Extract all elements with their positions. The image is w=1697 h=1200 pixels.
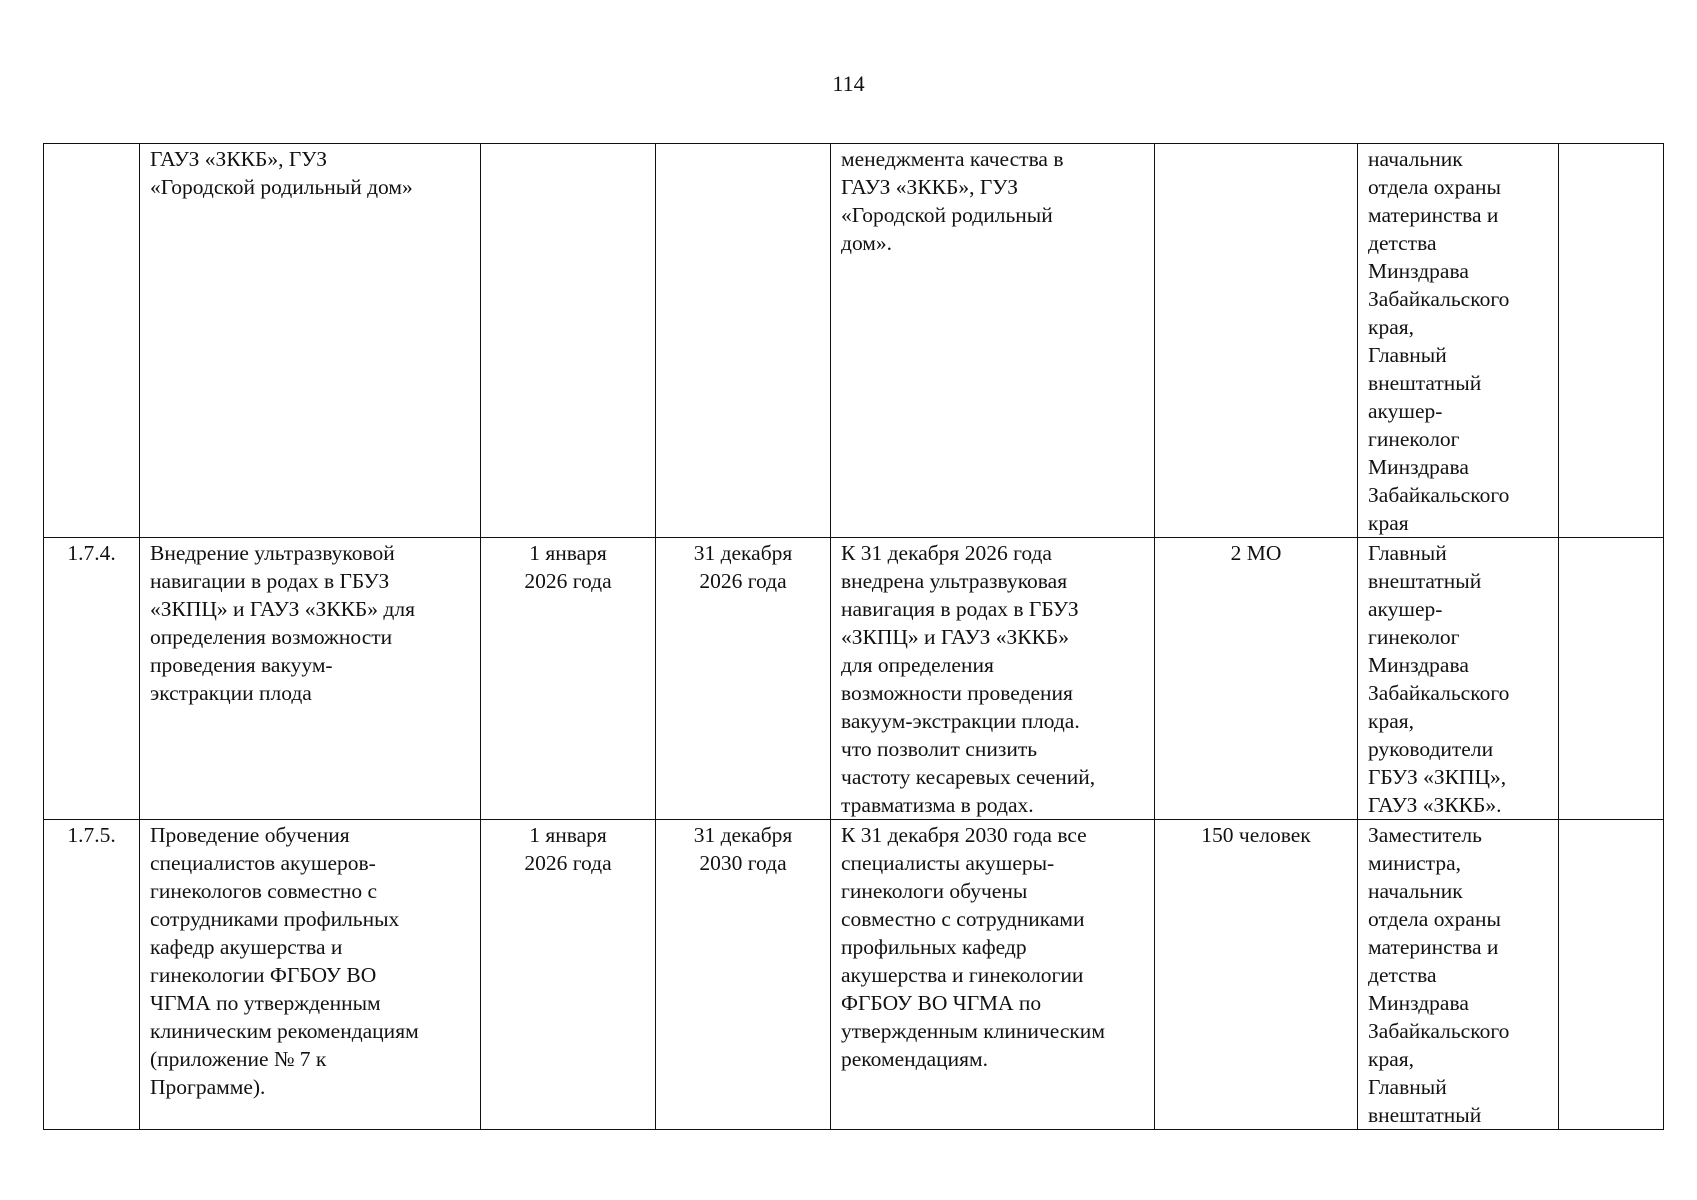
- cell-start-date: [481, 144, 656, 538]
- cell-line: Минздрава: [1368, 653, 1469, 677]
- cell-number: 1.7.4.: [44, 538, 140, 820]
- cell-line: утвержденным клиническим: [841, 1019, 1105, 1043]
- page-number: 114: [832, 71, 865, 96]
- cell-responsible: [1358, 144, 1559, 538]
- cell-line: специалистов акушеров-: [150, 851, 376, 875]
- activity-plan-table: [43, 143, 1664, 1130]
- cell-line: 31 декабря: [693, 823, 793, 847]
- cell-line: Заместитель: [1368, 823, 1482, 847]
- cell-indicator: [1155, 820, 1358, 1130]
- cell-line: частоту кесаревых сечений,: [841, 765, 1096, 789]
- cell-line: внештатный: [1368, 1103, 1482, 1127]
- cell-line: профильных кафедр: [841, 935, 1027, 959]
- cell-line: Минздрава: [1368, 991, 1469, 1015]
- cell-event: [140, 538, 481, 820]
- cell-line: клиническим рекомендациям: [150, 1019, 419, 1043]
- cell-result: [831, 538, 1155, 820]
- cell-line: «Городской родильный: [841, 203, 1053, 227]
- table-body: [44, 144, 1664, 1130]
- cell-line: 150 человек: [1201, 823, 1311, 847]
- cell-line: гинекологов совместно с: [150, 879, 378, 903]
- cell-line: материнства и: [1368, 203, 1499, 227]
- cell-line: Внедрение ультразвуковой: [150, 541, 395, 565]
- cell-line: 2 МО: [1230, 541, 1282, 565]
- cell-number: [44, 144, 140, 538]
- cell-line: навигация в родах в ГБУЗ: [841, 597, 1079, 621]
- cell-note: [1559, 538, 1664, 820]
- cell-line: К 31 декабря 2030 года все: [841, 823, 1087, 847]
- cell-line: края,: [1368, 315, 1415, 339]
- cell-line: проведения вакуум-: [150, 653, 333, 677]
- cell-line: министра,: [1368, 851, 1461, 875]
- cell-line: внештатный: [1368, 371, 1482, 395]
- cell-start-date: [481, 820, 656, 1130]
- cell-line: Главный: [1368, 1075, 1447, 1099]
- cell-result: [831, 820, 1155, 1130]
- cell-line: акушерства и гинекологии: [841, 963, 1084, 987]
- cell-line: Забайкальского: [1368, 287, 1510, 311]
- cell-line: Проведение обучения: [150, 823, 350, 847]
- table-row: [44, 538, 1664, 820]
- cell-line: края: [1368, 511, 1409, 535]
- cell-responsible: [1358, 820, 1559, 1130]
- cell-line: «Городской родильный дом»: [150, 175, 413, 199]
- table-row: [44, 820, 1664, 1130]
- cell-end-date: [656, 820, 831, 1130]
- cell-result: [831, 144, 1155, 538]
- cell-line: гинеколог: [1368, 625, 1460, 649]
- cell-line: Главный: [1368, 541, 1447, 565]
- cell-start-date: [481, 538, 656, 820]
- cell-event: [140, 820, 481, 1130]
- cell-responsible: [1358, 538, 1559, 820]
- cell-line: гинеколог: [1368, 427, 1460, 451]
- cell-line: начальник: [1368, 147, 1463, 171]
- cell-line: возможности проведения: [841, 681, 1073, 705]
- table-row: [44, 144, 1664, 538]
- cell-line: акушер-: [1368, 597, 1443, 621]
- cell-line: Забайкальского: [1368, 483, 1510, 507]
- cell-line: что позволит снизить: [841, 737, 1038, 761]
- cell-line: травматизма в родах.: [841, 793, 1034, 817]
- cell-line: 1 января: [529, 541, 607, 565]
- cell-line: Минздрава: [1368, 259, 1469, 283]
- cell-number: 1.7.5.: [44, 820, 140, 1130]
- cell-line: 2026 года: [524, 851, 612, 875]
- cell-line: внештатный: [1368, 569, 1482, 593]
- cell-event: [140, 144, 481, 538]
- cell-line: 2026 года: [699, 569, 787, 593]
- cell-line: для определения: [841, 653, 994, 677]
- cell-end-date: [656, 144, 831, 538]
- cell-indicator: [1155, 538, 1358, 820]
- cell-line: 1 января: [529, 823, 607, 847]
- cell-note: [1559, 820, 1664, 1130]
- cell-line: сотрудниками профильных: [150, 907, 400, 931]
- cell-line: внедрена ультразвуковая: [841, 569, 1068, 593]
- cell-line: начальник: [1368, 879, 1463, 903]
- cell-line: рекомендациям.: [841, 1047, 989, 1071]
- cell-line: 2030 года: [699, 851, 787, 875]
- cell-line: руководители: [1368, 737, 1494, 761]
- cell-line: экстракции плода: [150, 681, 312, 705]
- cell-end-date: [656, 538, 831, 820]
- cell-line: отдела охраны: [1368, 907, 1501, 931]
- cell-note: [1559, 144, 1664, 538]
- cell-indicator: [1155, 144, 1358, 538]
- cell-line: детства: [1368, 231, 1437, 255]
- cell-line: ГАУЗ «ЗККБ», ГУЗ: [150, 147, 327, 171]
- cell-line: гинекологии ФГБОУ ВО: [150, 963, 377, 987]
- cell-line: менеджмента качества в: [841, 147, 1064, 171]
- cell-line: края,: [1368, 709, 1415, 733]
- cell-line: Забайкальского: [1368, 681, 1510, 705]
- cell-line: материнства и: [1368, 935, 1499, 959]
- cell-line: ГБУЗ «ЗКПЦ»,: [1368, 765, 1507, 789]
- cell-line: специалисты акушеры-: [841, 851, 1055, 875]
- cell-line: гинекологи обучены: [841, 879, 1028, 903]
- cell-line: ЧГМА по утвержденным: [150, 991, 381, 1015]
- cell-line: «ЗКПЦ» и ГАУЗ «ЗККБ» для: [150, 597, 415, 621]
- cell-line: Забайкальского: [1368, 1019, 1510, 1043]
- cell-line: кафедр акушерства и: [150, 935, 343, 959]
- cell-line: отдела охраны: [1368, 175, 1501, 199]
- cell-line: К 31 декабря 2026 года: [841, 541, 1052, 565]
- cell-line: (приложение № 7 к: [150, 1047, 327, 1071]
- cell-line: дом».: [841, 231, 893, 255]
- cell-line: навигации в родах в ГБУЗ: [150, 569, 390, 593]
- cell-line: ГАУЗ «ЗККБ».: [1368, 793, 1502, 817]
- cell-line: 31 декабря: [693, 541, 793, 565]
- cell-line: Программе).: [150, 1075, 266, 1099]
- cell-line: Главный: [1368, 343, 1447, 367]
- cell-line: акушер-: [1368, 399, 1443, 423]
- cell-line: ГАУЗ «ЗККБ», ГУЗ: [841, 175, 1018, 199]
- cell-line: края,: [1368, 1047, 1415, 1071]
- cell-line: 2026 года: [524, 569, 612, 593]
- cell-line: Минздрава: [1368, 455, 1469, 479]
- cell-line: «ЗКПЦ» и ГАУЗ «ЗККБ»: [841, 625, 1070, 649]
- cell-line: вакуум-экстракции плода.: [841, 709, 1080, 733]
- cell-line: ФГБОУ ВО ЧГМА по: [841, 991, 1042, 1015]
- cell-line: совместно с сотрудниками: [841, 907, 1085, 931]
- cell-line: определения возможности: [150, 625, 393, 649]
- cell-line: детства: [1368, 963, 1437, 987]
